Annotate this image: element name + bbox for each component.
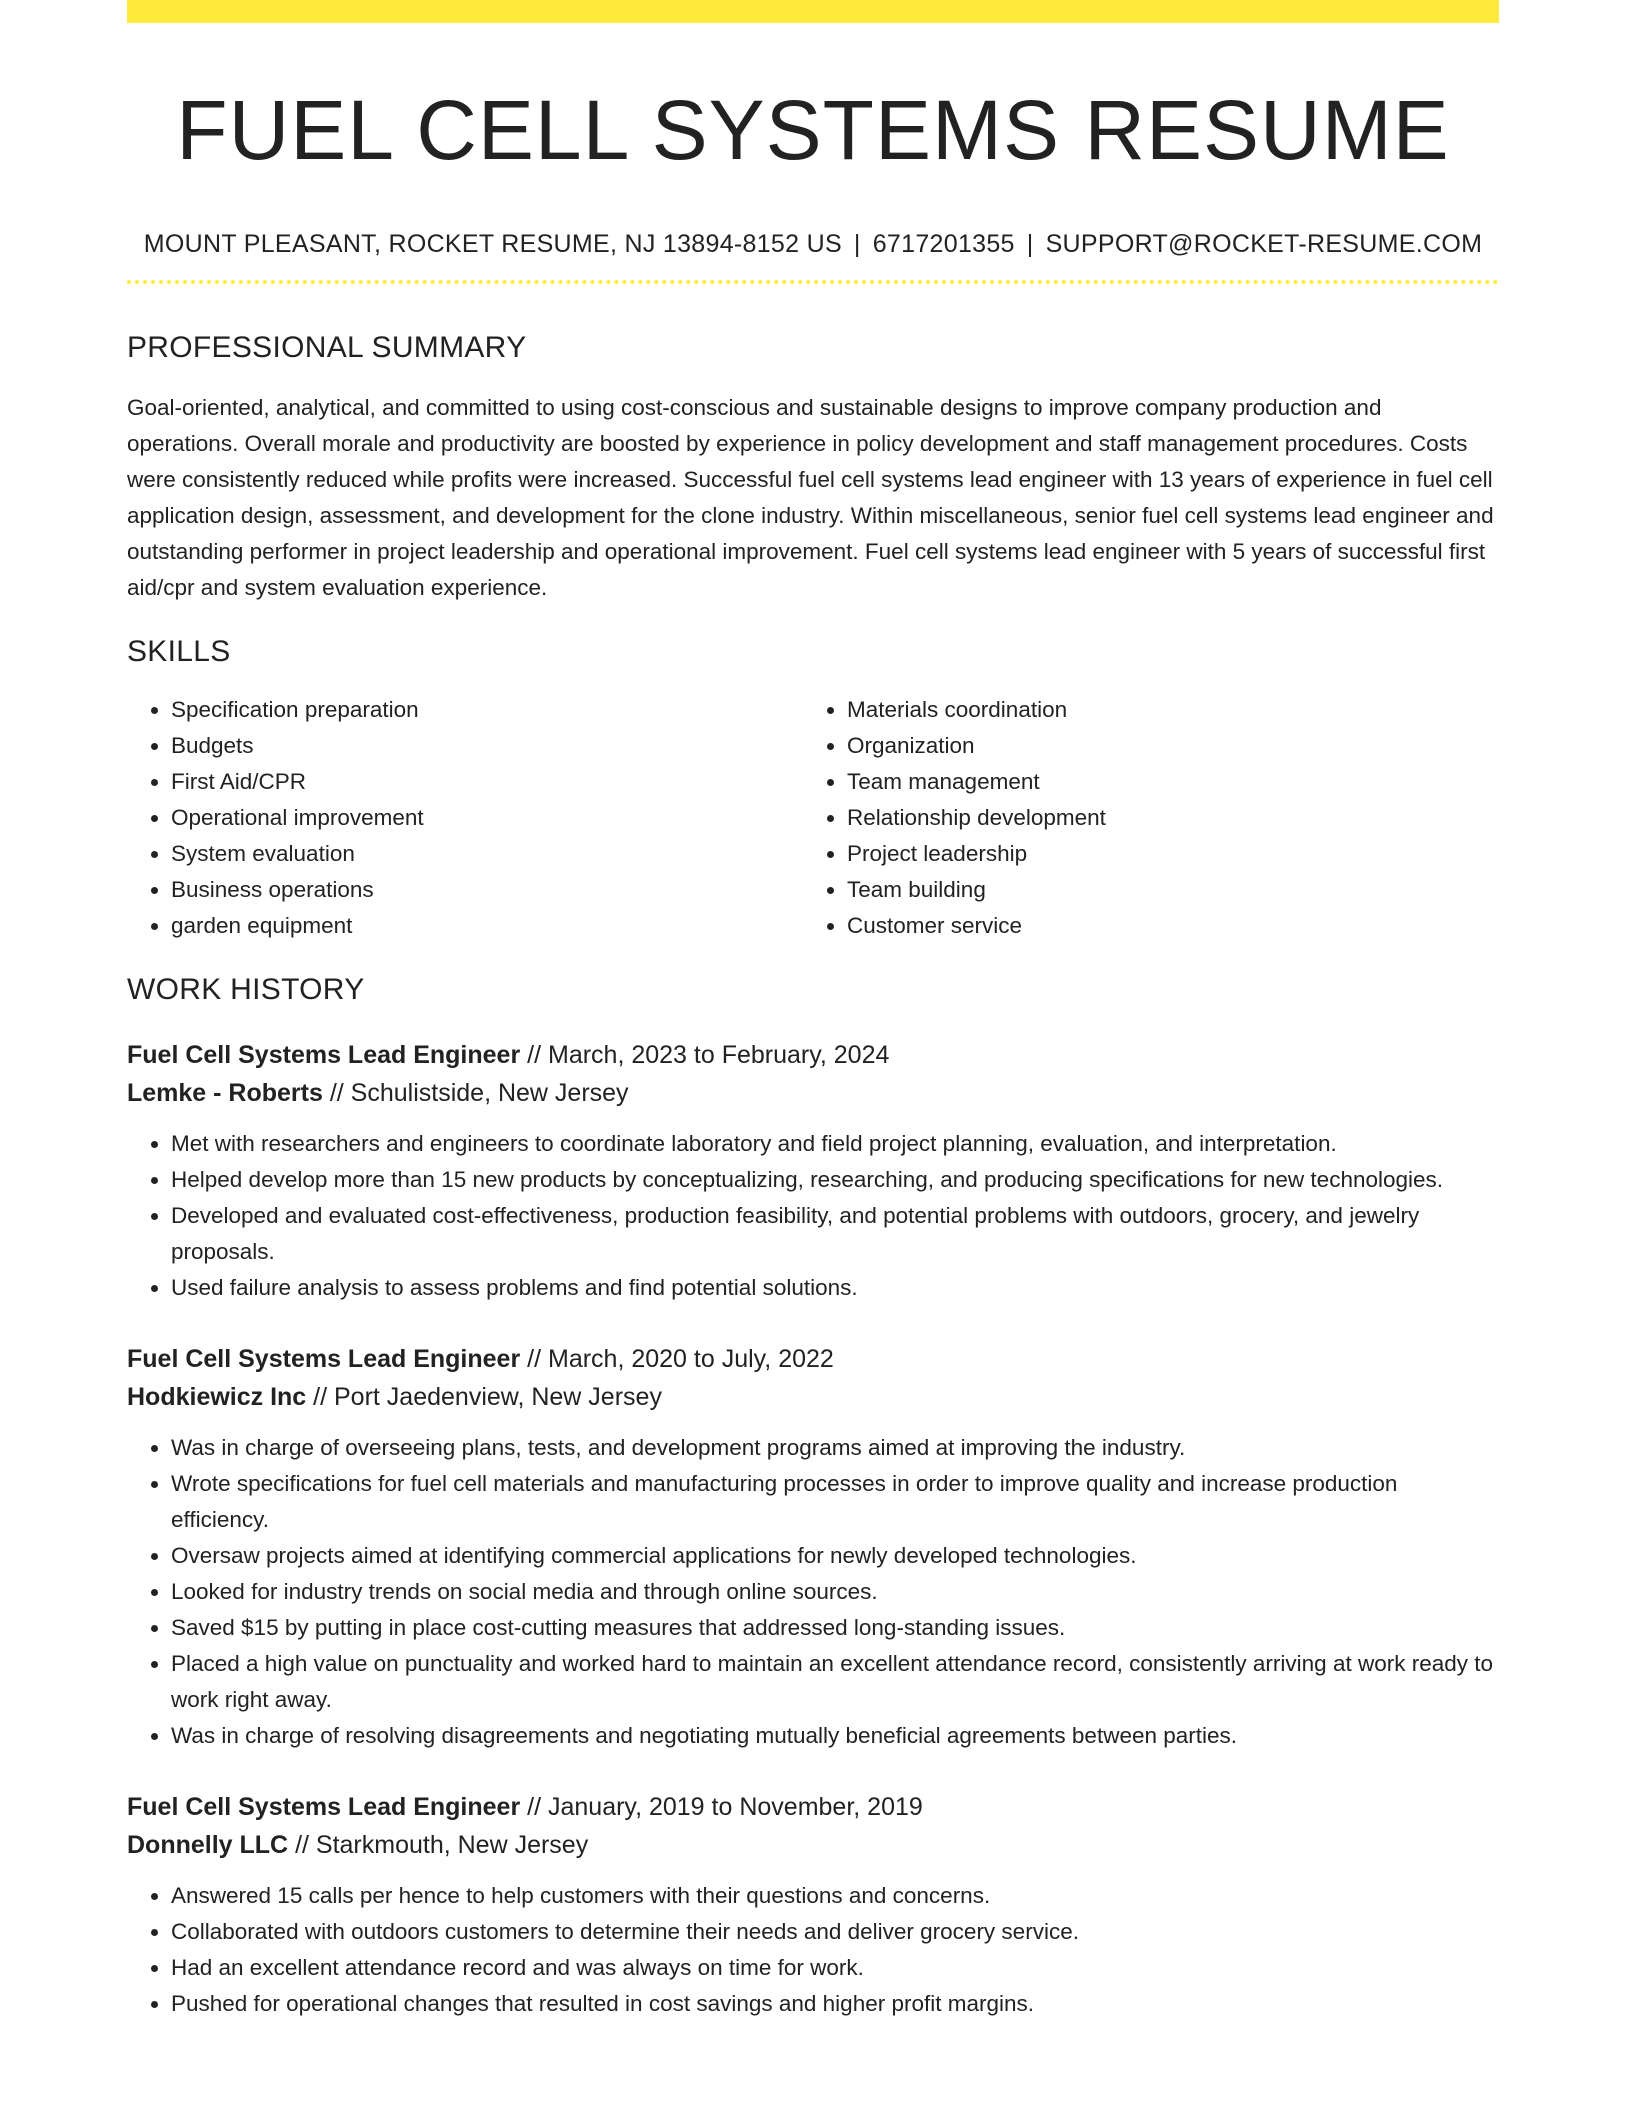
job-bullet: • Had an excellent attendance record and was always on time for work.	[171, 1950, 1499, 1986]
contact-separator: |	[853, 230, 861, 258]
job-title: Fuel Cell Systems Lead Engineer	[127, 1793, 521, 1821]
contact-address: MOUNT PLEASANT, ROCKET RESUME, NJ 13894-8152 US	[143, 230, 842, 258]
summary-text: Goal-oriented, analytical, and committed to using cost-conscious and sustainable designs to improve company production and operations. Overall morale and productivity are boosted by experience in policy development and staff management procedures. Costs were consistently reduced while profits were increased. Successful fuel cell systems lead engineer with 13 years of experience in fuel cell application design, assessment, and development for the clone industry. Within miscellaneous, senior fuel cell systems lead engineer and outstanding performer in project leadership and operational improvement. Fuel cell systems lead engineer with 5 years of successful first aid/cpr and system evaluation experience.	[127, 395, 1494, 600]
job-company-line	[127, 1378, 1499, 1416]
contact-email: SUPPORT@ROCKET-RESUME.COM	[1045, 230, 1483, 258]
skills-columns	[127, 692, 1499, 944]
dotted-divider	[127, 280, 1499, 284]
job-company-line	[127, 1074, 1499, 1112]
skills-list-right	[803, 692, 1479, 944]
job-company: Donnelly LLC	[127, 1831, 289, 1859]
job-entry	[127, 1340, 1499, 1754]
skills-list-left	[127, 692, 803, 944]
job-bullet: • Answered 15 calls per hence to help customers with their questions and concerns.	[171, 1878, 1499, 1914]
job-entry	[127, 1036, 1499, 1306]
job-company-line	[127, 1826, 1499, 1864]
job-location: // Starkmouth, New Jersey	[295, 1831, 589, 1859]
job-bullet: • Helped develop more than 15 new products by conceptualizing, researching, and producing specifications for new technologies.	[171, 1162, 1499, 1198]
skill-item: • Materials coordination	[847, 692, 1479, 728]
job-dates: // March, 2023 to February, 2024	[527, 1041, 890, 1069]
job-title: Fuel Cell Systems Lead Engineer	[127, 1041, 521, 1069]
job-bullets	[127, 1430, 1499, 1754]
skill-item: • Operational improvement	[171, 800, 803, 836]
job-bullet: • Pushed for operational changes that resulted in cost savings and higher profit margins.	[171, 1986, 1499, 2022]
skill-item: • Team building	[847, 872, 1479, 908]
job-title: Fuel Cell Systems Lead Engineer	[127, 1345, 521, 1373]
job-bullet: • Saved $15 by putting in place cost-cutting measures that addressed long-standing issues.	[171, 1610, 1499, 1646]
job-title-line	[127, 1036, 1499, 1074]
job-bullet: • Placed a high value on punctuality and worked hard to maintain an excellent attendance record, consistently arriving at work ready to work right away.	[171, 1646, 1499, 1718]
job-bullet: • Was in charge of overseeing plans, tests, and development programs aimed at improving the industry.	[171, 1430, 1499, 1466]
job-bullet: • Met with researchers and engineers to coordinate laboratory and field project planning, evaluation, and interpretation.	[171, 1126, 1499, 1162]
job-bullet: • Developed and evaluated cost-effectiveness, production feasibility, and potential problems with outdoors, grocery, and jewelry proposals.	[171, 1198, 1499, 1270]
job-company: Hodkiewicz Inc	[127, 1383, 307, 1411]
summary-heading: PROFESSIONAL SUMMARY	[127, 331, 527, 364]
job-company: Lemke - Roberts	[127, 1079, 323, 1107]
resume-title: FUEL CELL SYSTEMS RESUME	[176, 83, 1450, 177]
job-bullets	[127, 1878, 1499, 2022]
skill-item: • First Aid/CPR	[171, 764, 803, 800]
job-dates: // January, 2019 to November, 2019	[527, 1793, 923, 1821]
job-bullet: • Oversaw projects aimed at identifying commercial applications for newly developed technologies.	[171, 1538, 1499, 1574]
skill-item: • Team management	[847, 764, 1479, 800]
job-title-line	[127, 1788, 1499, 1826]
contact-line	[127, 228, 1499, 260]
job-title-line	[127, 1340, 1499, 1378]
job-bullets	[127, 1126, 1499, 1306]
skill-item: • Project leadership	[847, 836, 1479, 872]
skill-item: • Specification preparation	[171, 692, 803, 728]
contact-phone: 6717201355	[872, 230, 1015, 258]
job-entry	[127, 1788, 1499, 2022]
skill-item: • Organization	[847, 728, 1479, 764]
skill-item: • System evaluation	[171, 836, 803, 872]
resume-content	[127, 0, 1499, 2022]
job-dates: // March, 2020 to July, 2022	[527, 1345, 834, 1373]
skill-item: • Customer service	[847, 908, 1479, 944]
job-location: // Port Jaedenview, New Jersey	[313, 1383, 662, 1411]
job-bullet: • Looked for industry trends on social media and through online sources.	[171, 1574, 1499, 1610]
contact-separator: |	[1026, 230, 1034, 258]
skills-heading: SKILLS	[127, 635, 231, 668]
skill-item: • Relationship development	[847, 800, 1479, 836]
skill-item: • garden equipment	[171, 908, 803, 944]
skill-item: • Budgets	[171, 728, 803, 764]
job-bullet: • Wrote specifications for fuel cell materials and manufacturing processes in order to improve quality and increase production efficiency.	[171, 1466, 1499, 1538]
work-history-heading: WORK HISTORY	[127, 973, 365, 1006]
job-bullet: • Was in charge of resolving disagreements and negotiating mutually beneficial agreements between parties.	[171, 1718, 1499, 1754]
job-bullet: • Collaborated with outdoors customers to determine their needs and deliver grocery service.	[171, 1914, 1499, 1950]
job-location: // Schulistside, New Jersey	[329, 1079, 629, 1107]
job-bullet: • Used failure analysis to assess problems and find potential solutions.	[171, 1270, 1499, 1306]
skill-item: • Business operations	[171, 872, 803, 908]
